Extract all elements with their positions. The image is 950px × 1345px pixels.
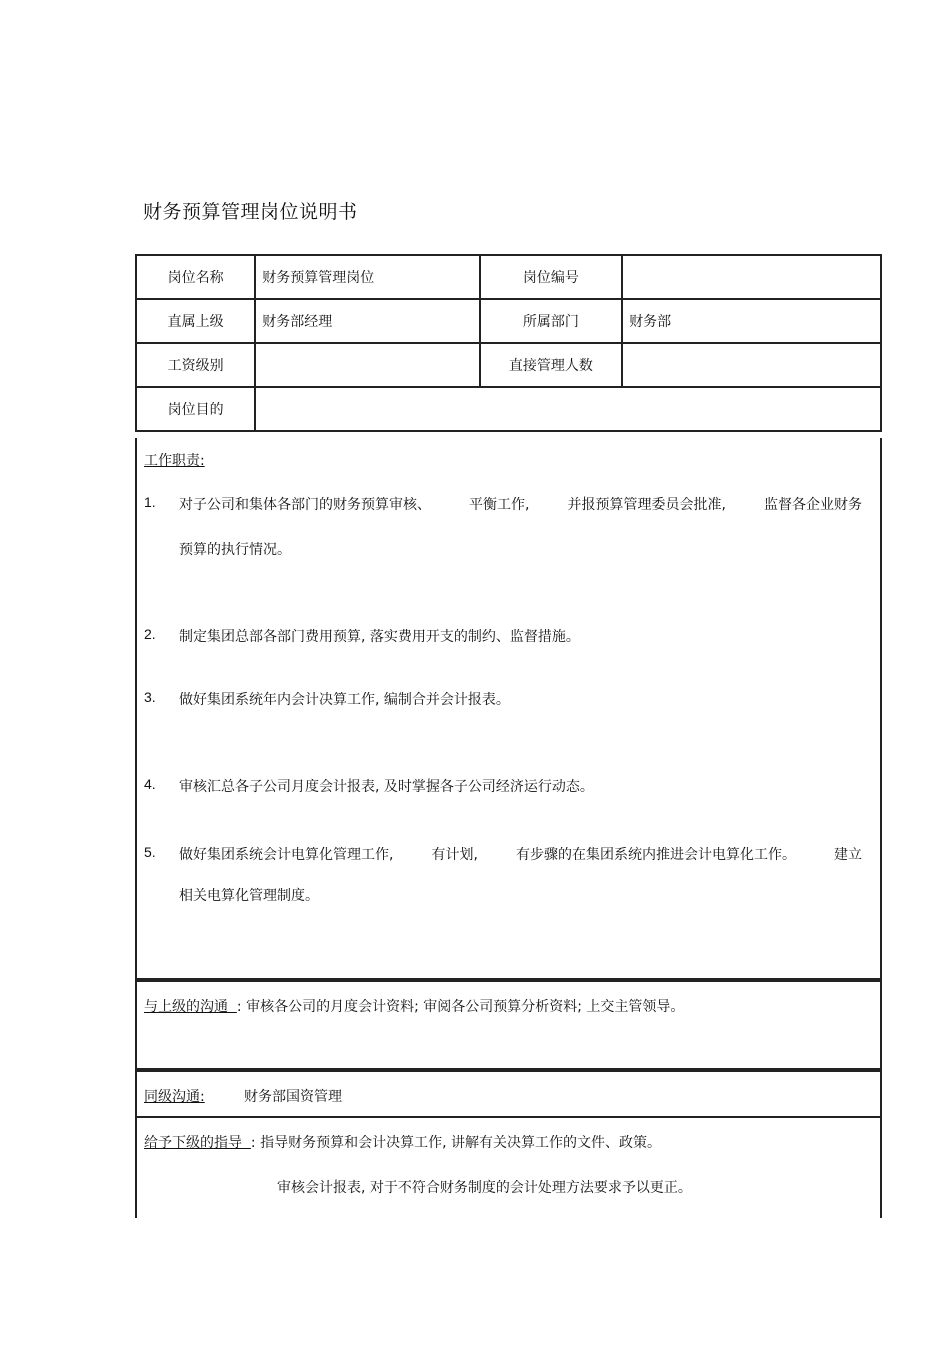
duty-number: 1. [144, 494, 156, 510]
guidance-label: 给予下级的指导 [144, 1135, 242, 1151]
duty-5-part: 建立 [834, 847, 862, 863]
duty-5-part: 有计划, [431, 847, 478, 863]
table-row [136, 299, 881, 343]
upward-communication-section [135, 980, 882, 1070]
salary-grade-label: 工资级别 [136, 343, 255, 387]
duty-1-part: 监督各企业财务 [764, 497, 862, 513]
upward-communication-text: 审核各公司的月度会计资料; 审阅各公司预算分析资料; 上交主管领导。 [246, 999, 685, 1015]
table-row [136, 255, 881, 299]
position-info-table [135, 254, 882, 432]
upward-communication-line [144, 996, 684, 1016]
direct-reports-label: 直接管理人数 [480, 343, 623, 387]
guidance-line-1 [144, 1132, 661, 1152]
duty-number: 4. [144, 776, 156, 792]
upward-communication-label: 与上级的沟通 [144, 999, 228, 1015]
duty-1-line2: 预算的执行情况。 [179, 542, 291, 558]
document-title: 财务预算管理岗位说明书 [143, 201, 358, 223]
duties-section [135, 438, 882, 980]
duty-1-line1 [179, 494, 862, 514]
peer-communication-section [135, 1070, 882, 1118]
superior-value: 财务部经理 [255, 299, 479, 343]
guidance-sep: : [250, 1135, 256, 1151]
duty-5-line1 [179, 844, 862, 864]
duty-number: 3. [144, 689, 156, 705]
guidance-text-2: 审核会计报表, 对于不符合财务制度的会计处理方法要求予以更正。 [277, 1180, 692, 1196]
duties-heading: 工作职责: [144, 453, 205, 469]
purpose-label: 岗位目的 [136, 387, 255, 431]
position-name-label: 岗位名称 [136, 255, 255, 299]
duty-number: 2. [144, 626, 156, 642]
salary-grade-value [255, 343, 479, 387]
duty-4-text: 审核汇总各子公司月度会计报表, 及时掌握各子公司经济运行动态。 [179, 779, 594, 795]
department-label: 所属部门 [480, 299, 623, 343]
duty-1-part: 对子公司和集体各部门的财务预算审核、 [179, 497, 431, 513]
peer-communication-text: 财务部国资管理 [244, 1089, 342, 1105]
duty-5-part: 有步骤的在集团系统内推进会计电算化工作。 [515, 847, 796, 863]
table-row [136, 343, 881, 387]
guidance-text-1: 指导财务预算和会计决算工作, 讲解有关决算工作的文件、政策。 [260, 1135, 661, 1151]
position-code-label: 岗位编号 [480, 255, 623, 299]
table-row [136, 387, 881, 431]
duty-number: 5. [144, 844, 156, 860]
duty-1-part: 并报预算管理委员会批准, [567, 497, 726, 513]
duty-5-part: 做好集团系统会计电算化管理工作, [179, 847, 394, 863]
duty-2-text: 制定集团总部各部门费用预算, 落实费用开支的制约、监督措施。 [179, 629, 580, 645]
purpose-value [255, 387, 881, 431]
upward-communication-sep: : [236, 999, 242, 1015]
superior-label: 直属上级 [136, 299, 255, 343]
duty-1-part: 平衡工作, [469, 497, 530, 513]
position-code-value [622, 255, 881, 299]
duty-3-text: 做好集团系统年内会计决算工作, 编制合并会计报表。 [179, 692, 510, 708]
direct-reports-value [622, 343, 881, 387]
department-value: 财务部 [622, 299, 881, 343]
position-name-value: 财务预算管理岗位 [255, 255, 479, 299]
duty-5-line2: 相关电算化管理制度。 [179, 888, 319, 904]
peer-communication-label: 同级沟通: [144, 1089, 205, 1105]
subordinate-guidance-section [135, 1116, 882, 1218]
